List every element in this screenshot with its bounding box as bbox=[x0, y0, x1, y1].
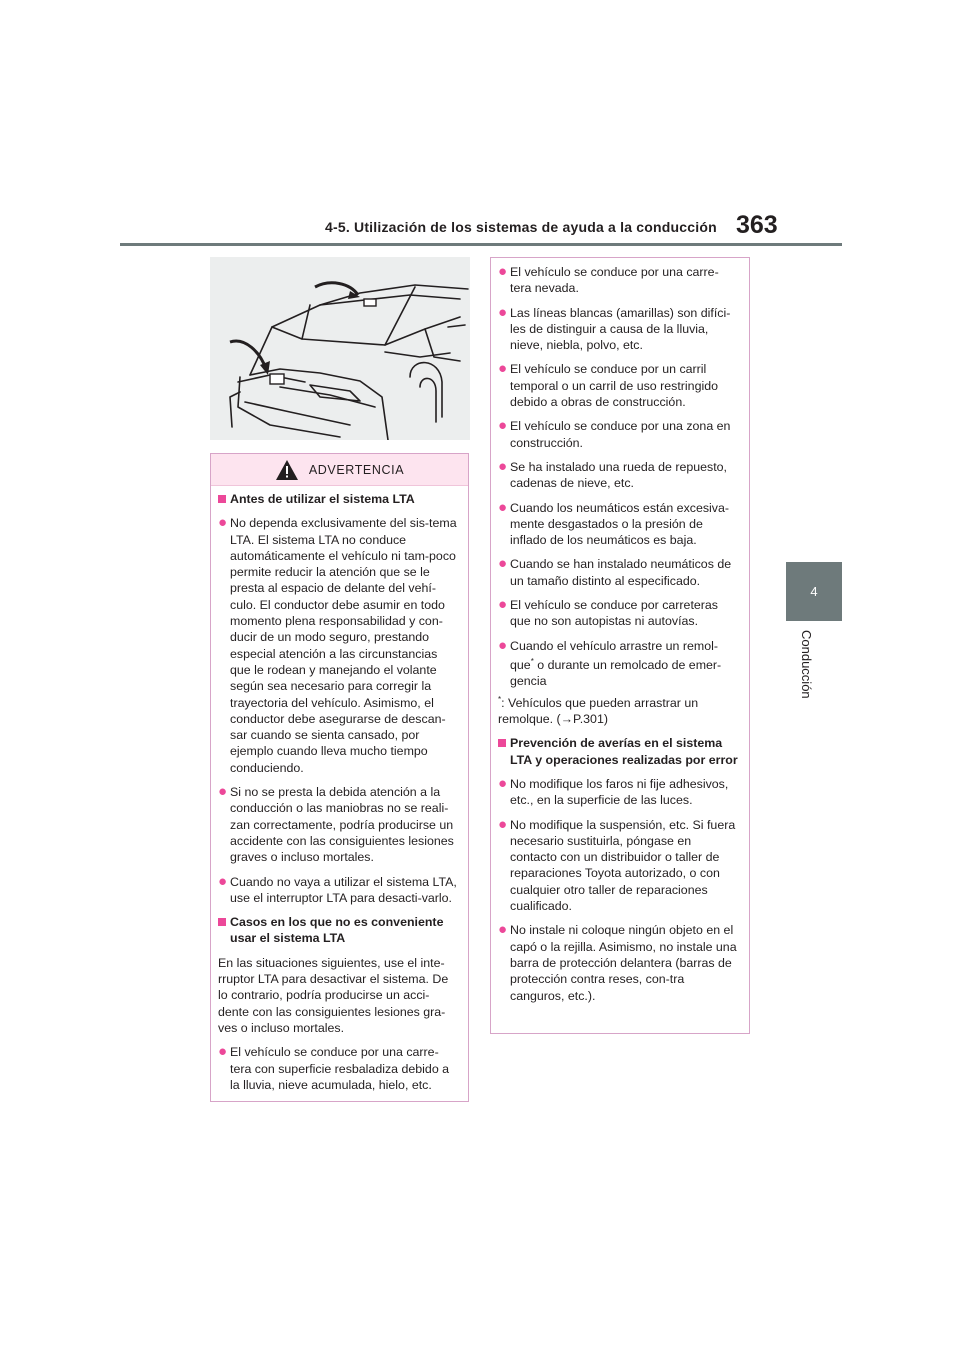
circle-bullet-icon: ● bbox=[498, 596, 508, 614]
chapter-label: Conducción bbox=[799, 630, 814, 699]
right-heading-prevention bbox=[498, 735, 739, 768]
circle-bullet-icon: ● bbox=[498, 360, 508, 378]
chapter-tab[interactable]: 4 bbox=[786, 562, 842, 621]
car-front-drawing bbox=[210, 257, 470, 440]
right-bullet-text: Cuando se han instalado neumáticos de un tamaño distinto al especificado. bbox=[510, 557, 732, 588]
right-bullet-text: No modifique la suspensión, etc. Si fuera necesario sustituirla, póngase en contacto con un distribuidor o taller de reparaciones Toyota autorizado, o con cualquier otro taller de reparaciones cualificado. bbox=[510, 817, 736, 914]
circle-bullet-icon: ● bbox=[498, 498, 508, 516]
warning-bullet-text: Cuando no vaya a utilizar el sistema LTA, use el interruptor LTA para desacti-varlo. bbox=[230, 874, 457, 905]
circle-bullet-icon: ● bbox=[498, 636, 508, 654]
right-bullet-text: El vehículo se conduce por una zona en construcción. bbox=[510, 419, 731, 450]
right-bullet-text: El vehículo se conduce por una carre-tera nevada. bbox=[510, 265, 719, 296]
square-bullet-icon bbox=[218, 914, 230, 947]
header-rule bbox=[120, 243, 842, 246]
right-bullet-item bbox=[498, 500, 739, 549]
circle-bullet-icon: ● bbox=[498, 417, 508, 435]
right-bullet-item bbox=[498, 264, 739, 297]
square-bullet-icon bbox=[218, 491, 230, 507]
warning-bullet-text: No dependa exclusivamente del sis-tema LTA. El sistema LTA no conduce automáticamente el vehículo ni tam-poco permite reducir la atención que se le presta al espacio de delante del vehí-culo. El conductor debe asumir en todo momento plena responsabilidad y con-ducir de un modo seguro, prestando especial atención a las circunstancias que le rodean y manejando el volante según sea necesario para corregir la trayectoria del vehículo. Asimismo, el conductor debe asegurarse de descan-sar cuando se sienta cansado, por ejemplo cuando lleva mucho tiempo conduciendo. bbox=[230, 516, 457, 775]
warning-body bbox=[211, 486, 468, 1093]
circle-bullet-icon: ● bbox=[218, 1043, 228, 1061]
right-bullet-item bbox=[498, 418, 739, 451]
warning-bullet-text: Si no se presta la debida atención a la conducción o las maniobras no se reali-zan correctamente, podría producirse un accidente con las consiguientes lesiones graves o incluso mortales. bbox=[230, 785, 454, 865]
vehicle-illustration bbox=[210, 257, 470, 440]
right-bullet-item bbox=[498, 776, 739, 809]
warning-header bbox=[211, 454, 468, 486]
warning-bullet-item bbox=[218, 1044, 458, 1093]
right-bullet-text: El vehículo se conduce por un carril temporal o un carril de uso restringido debido a obras de construcción. bbox=[510, 362, 718, 410]
warning-bullet-item bbox=[218, 784, 458, 865]
right-warning-box bbox=[490, 257, 750, 1034]
warning-heading-cases bbox=[218, 914, 458, 947]
warning-heading-text: Antes de utilizar el sistema LTA bbox=[230, 492, 415, 506]
circle-bullet-icon: ● bbox=[218, 783, 228, 801]
circle-bullet-icon: ● bbox=[498, 555, 508, 573]
right-bullet-item bbox=[498, 922, 739, 1003]
right-bullet-item bbox=[498, 459, 739, 492]
right-bullet-item bbox=[498, 361, 739, 410]
right-bullet-text: Cuando los neumáticos están excesiva-mente desgastados o la presión de inflado de los neumáticos es baja. bbox=[510, 500, 730, 548]
right-bullet-text: No modifique los faros ni fije adhesivos, etc., en la superficie de las luces. bbox=[510, 776, 729, 808]
right-bullet-text: Se ha instalado una rueda de repuesto, cadenas de nieve, etc. bbox=[510, 459, 727, 491]
warning-bullet-item bbox=[218, 515, 458, 776]
warning-triangle-icon bbox=[275, 459, 299, 481]
circle-bullet-icon: ● bbox=[498, 457, 508, 475]
circle-bullet-icon: ● bbox=[218, 872, 228, 890]
warning-bullet-text: El vehículo se conduce por una carre-tera con superficie resbaladiza debido a la lluvia, nieve acumulada, hielo, etc. bbox=[230, 1045, 450, 1092]
right-bullet-item bbox=[498, 597, 739, 630]
right-bullet-text: Las líneas blancas (amarillas) son difíci-les de distinguir a causa de la lluvia, nieve, niebla, polvo, etc. bbox=[510, 305, 731, 353]
right-bullet-item bbox=[498, 556, 739, 589]
circle-bullet-icon: ● bbox=[498, 774, 508, 792]
right-bullet-text: No instale ni coloque ningún objeto en el capó o la rejilla. Asimismo, no instale una barra de protección delantera (barras de protección contra reses, con-tra canguros, etc.). bbox=[510, 923, 737, 1003]
circle-bullet-icon: ● bbox=[498, 303, 508, 321]
circle-bullet-icon: ● bbox=[498, 263, 508, 280]
right-bullet-item bbox=[498, 817, 739, 915]
circle-bullet-icon: ● bbox=[218, 514, 228, 532]
towing-text: Cuando el vehículo arrastre un remol-que* o durante un remolcado de emer-gencia bbox=[510, 638, 722, 689]
square-bullet-icon bbox=[498, 735, 510, 768]
circle-bullet-icon: ● bbox=[498, 921, 508, 939]
warning-paragraph: En las situaciones siguientes, use el inte-rruptor LTA para desactivar el sistema. De lo contrario, podría producirse un acci-dente con las consiguientes lesiones gra-ves o incluso mortales. bbox=[218, 955, 449, 1035]
warning-title: ADVERTENCIA bbox=[308, 462, 405, 477]
page-header-title: 4-5. Utilización de los sistemas de ayuda a la conducción bbox=[325, 219, 717, 235]
warning-box bbox=[210, 453, 469, 1102]
right-bullet-text: El vehículo se conduce por carreteras que no son autopistas ni autovías. bbox=[510, 598, 718, 629]
right-bullet-item-towing bbox=[498, 638, 739, 690]
warning-heading-before-use bbox=[218, 491, 458, 507]
circle-bullet-icon: ● bbox=[498, 815, 508, 833]
warning-heading-text: Casos en los que no es conveniente usar el sistema LTA bbox=[230, 915, 444, 946]
footnote: *: Vehículos que pueden arrastrar un remolque. (→P.301) bbox=[498, 694, 699, 727]
right-heading-text: Prevención de averías en el sistema LTA y operaciones realizadas por error bbox=[510, 736, 738, 767]
right-bullet-item bbox=[498, 305, 739, 354]
warning-bullet-item bbox=[218, 874, 458, 907]
page-number: 363 bbox=[736, 211, 778, 239]
